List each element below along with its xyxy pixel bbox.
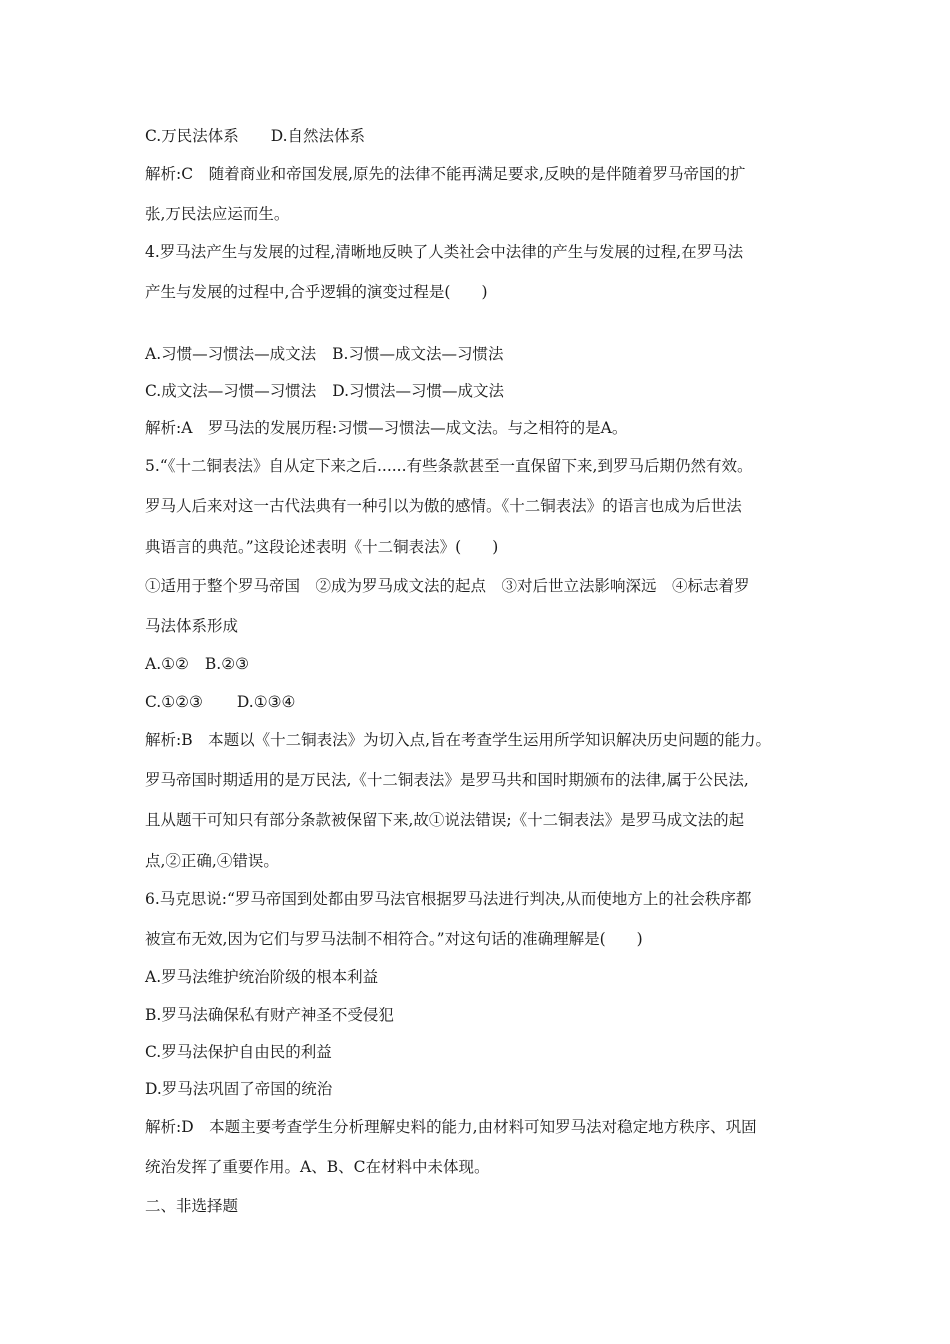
q5-analysis-line2: 罗马帝国时期适用的是万民法,《十二铜表法》是罗马共和国时期颁布的法律,属于公民法, [145,771,749,789]
q6-stem-line2: 被宣布无效,因为它们与罗马法制不相符合。”对这句话的准确理解是( ) [145,930,643,948]
q5-stem-line2: 罗马人后来对这一古代法典有一种引以为傲的感情。《十二铜表法》的语言也成为后世法 [145,497,742,515]
q5-analysis-line1: 解析:B 本题以《十二铜表法》为切入点,旨在考查学生运用所学知识解决历史问题的能力。 [145,731,772,749]
q4-option-c: C.成文法—习惯—习惯法 [145,382,317,400]
q4-stem-line1: 4.罗马法产生与发展的过程,清晰地反映了人类社会中法律的产生与发展的过程,在罗马法 [145,243,744,261]
q4-analysis: 解析:A 罗马法的发展历程:习惯—习惯法—成文法。与之相符的是A。 [145,419,628,437]
q6-option-b: B.罗马法确保私有财产神圣不受侵犯 [145,1006,394,1024]
q3-options-cd [145,126,365,146]
q3-option-c: C.万民法体系 [145,127,239,145]
q6-analysis-line1: 解析:D 本题主要考查学生分析理解史料的能力,由材料可知罗马法对稳定地方秩序、巩固 [145,1118,757,1136]
q5-stem-line1: 5.“《十二铜表法》自从定下来之后......有些条款甚至一直保留下来,到罗马后期仍然有效。 [145,457,753,475]
q5-options-cd [145,692,295,712]
q4-options-ab [145,344,503,364]
q4-stem-line2: 产生与发展的过程中,合乎逻辑的演变过程是( ) [145,283,488,301]
q5-analysis-line4: 点,②正确,④错误。 [145,852,279,870]
q5-option-c: C.①②③ [145,693,203,711]
q4-option-a: A.习惯—习惯法—成文法 [145,345,317,363]
q6-option-d: D.罗马法巩固了帝国的统治 [145,1080,333,1098]
q6-stem-line1: 6.马克思说:“罗马帝国到处都由罗马法官根据罗马法进行判决,从而使地方上的社会秩序都 [145,890,752,908]
q5-option-b: B.②③ [204,655,250,673]
q5-options-ab [145,654,249,674]
q4-option-d: D.习惯法—习惯—成文法 [332,382,505,400]
q6-option-c: C.罗马法保护自由民的利益 [145,1043,332,1061]
q3-analysis-line1: 解析:C 随着商业和帝国发展,原先的法律不能再满足要求,反映的是伴随着罗马帝国的扩 [145,165,746,183]
q3-option-d: D.自然法体系 [270,127,366,145]
q5-items-line1: ①适用于整个罗马帝国 ②成为罗马成文法的起点 ③对后世立法影响深远 ④标志着罗 [145,577,750,595]
q5-items-line2: 马法体系形成 [145,617,239,635]
q5-analysis-line3: 且从题干可知只有部分条款被保留下来,故①说法错误;《十二铜表法》是罗马成文法的起 [145,811,745,829]
section-heading: 二、非选择题 [145,1197,239,1215]
q6-option-a: A.罗马法维护统治阶级的根本利益 [145,968,379,986]
q3-analysis-line2: 张,万民法应运而生。 [145,205,290,223]
q4-option-b: B.习惯—成文法—习惯法 [332,345,504,363]
q6-analysis-line2: 统治发挥了重要作用。A、B、C在材料中未体现。 [145,1158,490,1176]
q4-options-cd [145,381,504,401]
q5-stem-line3: 典语言的典范。”这段论述表明《十二铜表法》( ) [145,538,499,556]
q5-option-d: D.①③④ [236,693,296,711]
q5-option-a: A.①② [145,655,189,673]
